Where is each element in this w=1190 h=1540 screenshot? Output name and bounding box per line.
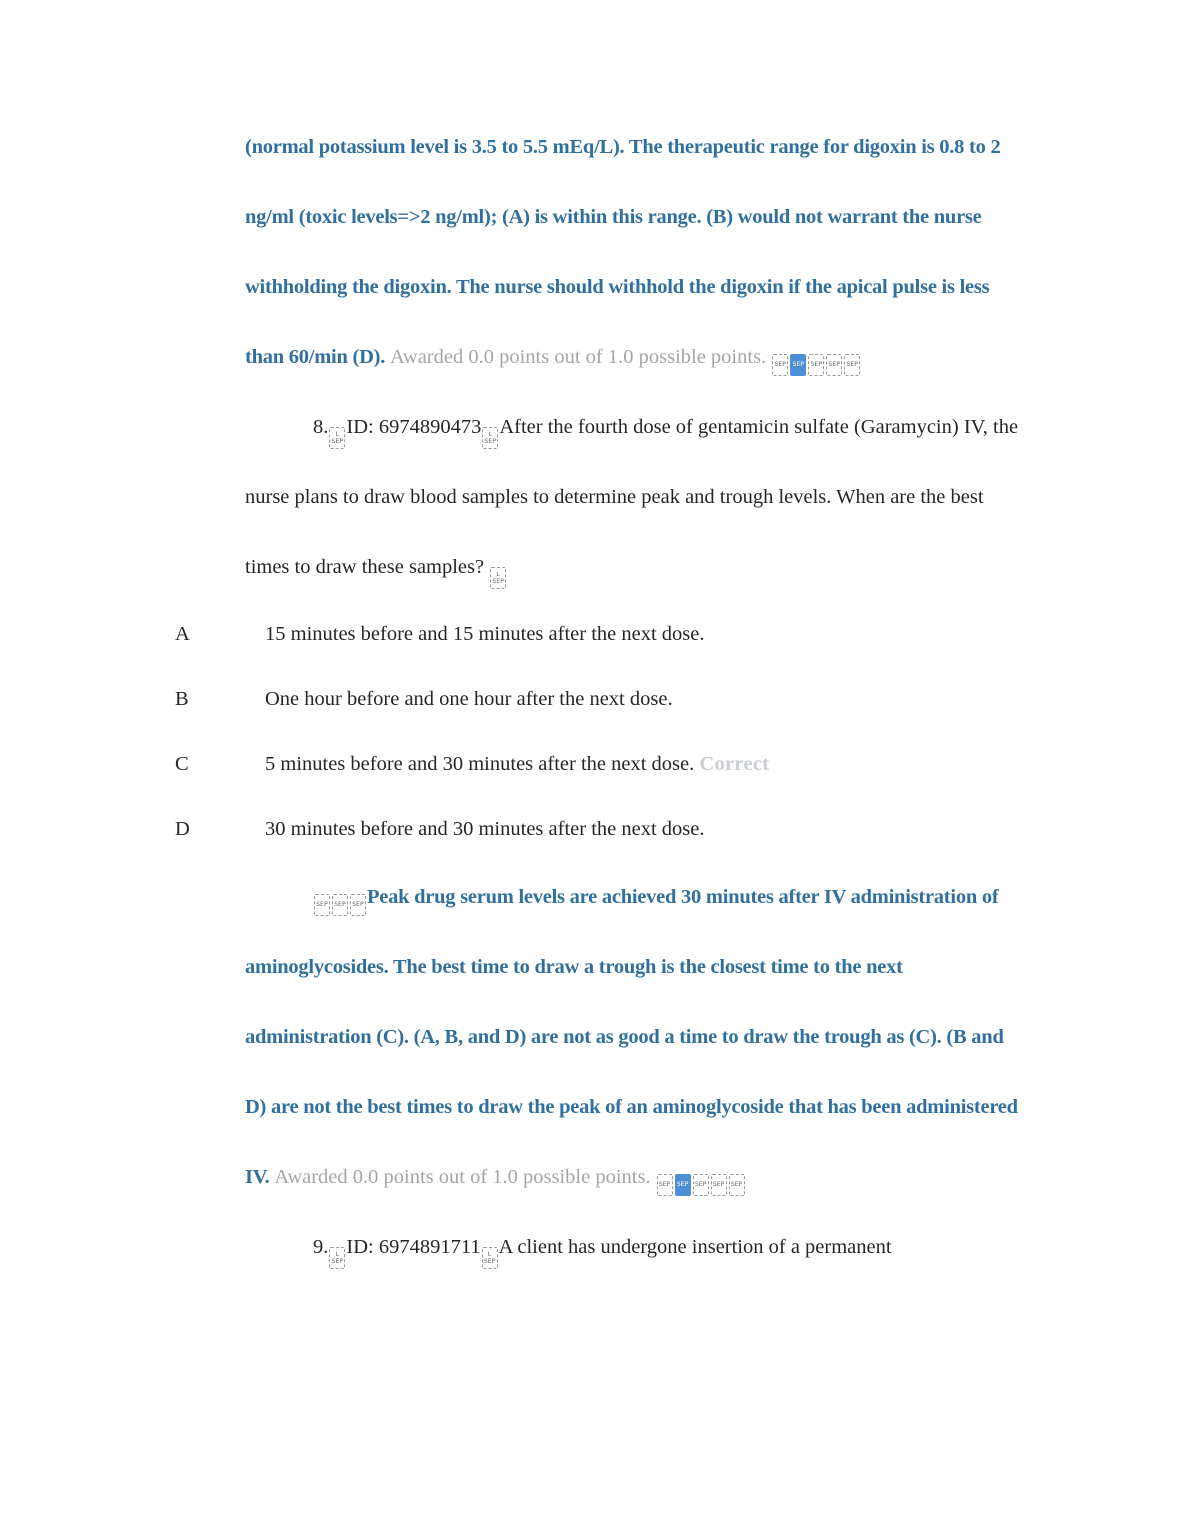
option-text <box>265 797 1022 862</box>
sep-marker-icon: SEP <box>729 1174 745 1196</box>
line-separator-marker-icon: L SEP <box>482 427 498 449</box>
option-text <box>265 667 1022 732</box>
answer-option-A[interactable] <box>175 602 1022 667</box>
text-segment-black: A client has undergone insertion of a permanent <box>498 1236 892 1258</box>
line-separator-marker-icon: L SEP <box>329 427 345 449</box>
text-segment-black: ID: 6974890473 <box>346 416 482 438</box>
answer-option-B[interactable] <box>175 667 1022 732</box>
text-segment-blue: (normal potassium level is 3.5 to 5.5 mEq/L). The therapeutic range for digoxin is 0.8 to 2 ng/ml (toxic levels=>2 ng/ml); (A) is within this range. (B) would not warrant the nurse withholding the digoxin. The nurse should withhold the digoxin if the apical pulse is less than 60/min (D). <box>245 136 1001 368</box>
question-9 <box>245 1212 1022 1282</box>
text-segment-black: One hour before and one hour after the next dose. <box>265 688 673 710</box>
line-separator-marker-icon: L SEP <box>482 1247 498 1269</box>
sep-marker-icon: SEP <box>657 1174 673 1196</box>
text-segment-black: 15 minutes before and 15 minutes after the next dose. <box>265 623 705 645</box>
option-letter: B <box>175 688 189 710</box>
option-letter: D <box>175 818 190 840</box>
sep-marker-icon: SEP <box>350 894 366 916</box>
text-segment-blue: Peak drug serum levels are achieved 30 minutes after IV administration of aminoglycosides. The best time to draw a trough is the closest time to the next administration (C). (A, B, and D) are not as good a time to draw the trough as (C). (B and D) are not the best times to draw the peak of an aminoglycoside that has been administered IV. <box>245 886 1018 1188</box>
answer-option-C[interactable] <box>175 732 1022 797</box>
option-letter: A <box>175 623 190 645</box>
text-segment-black: 5 minutes before and 30 minutes after the next dose. <box>265 753 700 775</box>
line-separator-marker-icon: L SEP <box>490 567 506 589</box>
rationale-paragraph-q7 <box>245 112 1022 392</box>
rationale-paragraph-q8 <box>245 862 1022 1212</box>
option-letter: C <box>175 753 189 775</box>
option-text <box>265 732 1022 797</box>
text-segment-black: ID: 6974891711 <box>346 1236 481 1258</box>
text-segment-gray: Awarded 0.0 points out of 1.0 possible points. <box>389 346 772 368</box>
text-segment-black: After the fourth dose of gentamicin sulfate (Garamycin) IV, the nurse plans to draw blood samples to determine peak and trough levels. When are the best times to draw these samples? <box>245 416 1019 578</box>
sep-marker-icon: SEP <box>826 354 842 376</box>
sep-marker-selected-icon: SEP <box>790 354 806 376</box>
sep-marker-icon: SEP <box>772 354 788 376</box>
sep-marker-icon: SEP <box>332 894 348 916</box>
text-segment-correct: Correct <box>699 753 770 775</box>
answer-option-D[interactable] <box>175 797 1022 862</box>
sep-marker-icon: SEP <box>808 354 824 376</box>
text-segment-black: 8. <box>313 416 329 438</box>
option-text <box>265 602 1022 667</box>
text-segment-black: 30 minutes before and 30 minutes after the next dose. <box>265 818 705 840</box>
sep-marker-icon: SEP <box>844 354 860 376</box>
sep-marker-icon: SEP <box>314 894 330 916</box>
text-segment-black: 9. <box>313 1236 329 1258</box>
sep-marker-selected-icon: SEP <box>675 1174 691 1196</box>
sep-marker-icon: SEP <box>711 1174 727 1196</box>
sep-marker-icon: SEP <box>693 1174 709 1196</box>
text-segment-gray: Awarded 0.0 points out of 1.0 possible points. <box>274 1166 656 1188</box>
question-8 <box>245 392 1022 602</box>
line-separator-marker-icon: L SEP <box>329 1247 345 1269</box>
